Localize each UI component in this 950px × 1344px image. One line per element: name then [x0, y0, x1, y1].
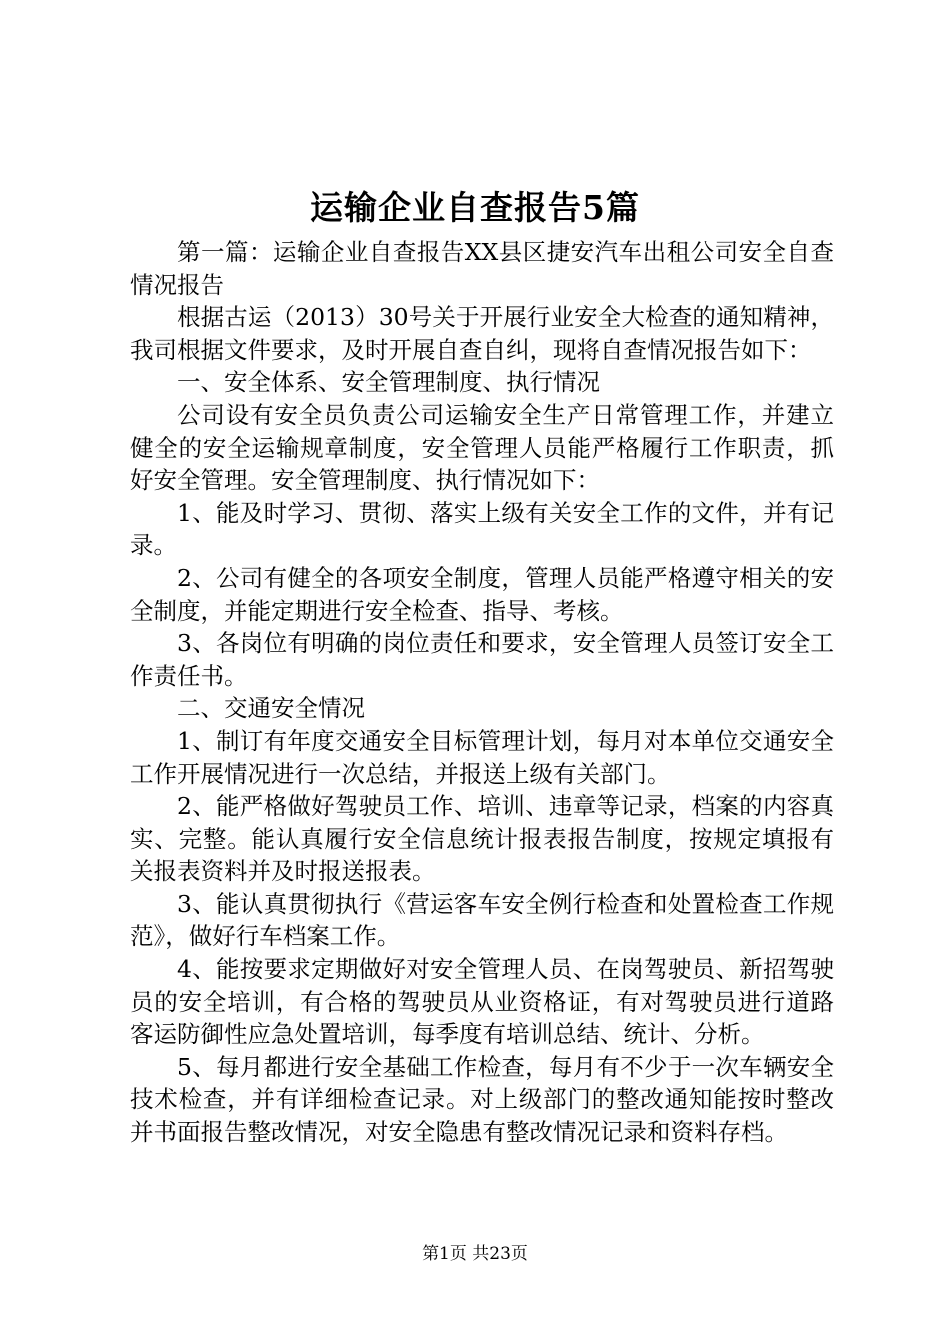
paragraph: 公司设有安全员负责公司运输安全生产日常管理工作，并建立健全的安全运输规章制度，安全管理人员能严格履行工作职责，抓好安全管理。安全管理制度、执行情况如下：: [130, 400, 834, 495]
paragraph: 第一篇：运输企业自查报告XX县区捷安汽车出租公司安全自查情况报告: [130, 238, 834, 299]
section-heading: 一、安全体系、安全管理制度、执行情况: [177, 368, 600, 397]
paragraph: 根据古运（2013）30号关于开展行业安全大检查的通知精神，我司根据文件要求，及时开展自查自纠，现将自查情况报告如下：: [130, 303, 834, 364]
section-heading: 二、交通安全情况: [177, 694, 365, 723]
list-item: 2、能严格做好驾驶员工作、培训、违章等记录，档案的内容真实、完整。能认真履行安全信息统计报表报告制度，按规定填报有关报表资料并及时报送报表。: [130, 792, 834, 886]
list-item: 4、能按要求定期做好对安全管理人员、在岗驾驶员、新招驾驶员的安全培训，有合格的驾驶员从业资格证，有对驾驶员进行道路客运防御性应急处置培训，每季度有培训总结、统计、分析。: [130, 955, 834, 1049]
list-item: 3、能认真贯彻执行《营运客车安全例行检查和处置检查工作规范》，做好行车档案工作。: [130, 889, 834, 951]
list-item: 1、制订有年度交通安全目标管理计划，每月对本单位交通安全工作开展情况进行一次总结，并报送上级有关部门。: [130, 726, 834, 788]
page-number: 第1页 共23页: [422, 1244, 528, 1264]
list-item: 2、公司有健全的各项安全制度，管理人员能严格遵守相关的安全制度，并能定期进行安全检查、指导、考核。: [130, 563, 834, 625]
list-item: 1、能及时学习、贯彻、落实上级有关安全工作的文件，并有记录。: [130, 498, 834, 560]
list-item: 3、各岗位有明确的岗位责任和要求，安全管理人员签订安全工作责任书。: [130, 629, 834, 690]
document-body: [130, 236, 834, 1149]
document-title: 运输企业自查报告5篇: [310, 188, 640, 227]
list-item: 5、每月都进行安全基础工作检查，每月有不少于一次车辆安全技术检查，并有详细检查记录。对上级部门的整改通知能按时整改并书面报告整改情况，对安全隐患有整改情况记录和资料存档。: [130, 1052, 834, 1147]
